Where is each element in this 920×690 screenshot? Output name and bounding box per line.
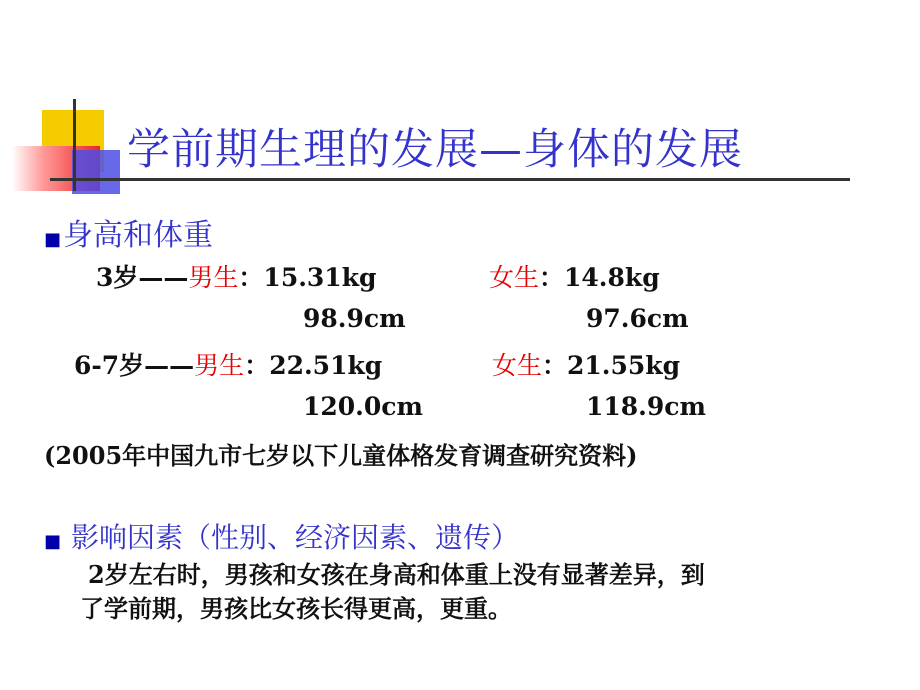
female-weight: ：21.55kg [542,351,681,380]
paragraph-line-2: 了学前期，男孩比女孩长得更高，更重。 [80,594,512,623]
slide-title: 学前期生理的发展—身体的发展 [127,125,743,175]
title-underline [50,178,850,181]
section-heading-height-weight [44,210,213,254]
paragraph-line-1: 2岁左右时，男孩和女孩在身高和体重上没有显著差异，到 [88,560,705,589]
factors-paragraph [58,558,888,626]
age-label: 3岁—— [96,263,189,292]
row-3y-weight [96,258,377,294]
row-3y-female-weight [489,258,660,294]
female-height-6-7y: 118.9cm [586,392,706,421]
row-6-7y-female-weight [492,346,680,382]
logo-blue-square [72,150,120,194]
heading-text: 身高和体重 [63,218,214,253]
row-6-7y-weight [74,346,382,382]
male-weight: ：22.51kg [244,351,383,380]
female-label: 女生 [489,263,540,292]
age-label: 6-7岁—— [74,351,195,380]
section-heading-factors [44,516,519,556]
female-label: 女生 [492,351,543,380]
heading-text: 影响因素（性别、经济因素、遗传） [71,521,520,554]
data-source-note: (2005年中国九市七岁以下儿童体格发育调查研究资料) [44,441,638,470]
male-label: 男生 [194,351,245,380]
male-height-6-7y: 120.0cm [303,392,423,421]
bullet-icon: ■ [44,229,62,250]
female-height-3y: 97.6cm [586,304,689,333]
female-weight: ：14.8kg [539,263,660,292]
male-weight: ：15.31kg [238,263,377,292]
male-label: 男生 [188,263,239,292]
male-height-3y: 98.9cm [303,304,406,333]
bullet-icon: ■ [44,531,62,552]
